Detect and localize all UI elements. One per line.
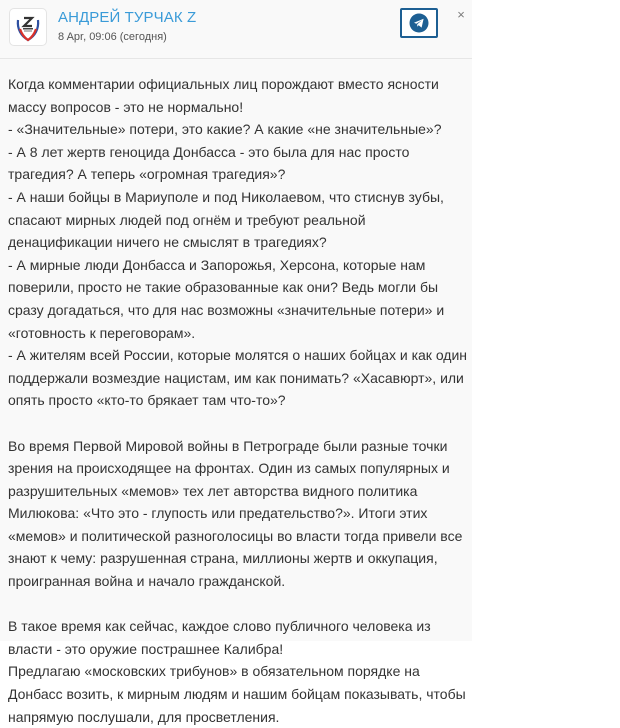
- z-shield-logo-icon: [10, 9, 46, 45]
- post-line: - А мирные люди Донбасса и Запорожья, Херсона, которые нам поверили, просто не такие образованные как они? Ведь могли бы сразу догадаться, что для нас возможны «значительные потери» и «готовность к переговорам».: [8, 256, 445, 341]
- post-line: Во время Первой Мировой войны в Петрограде были разные точки зрения на происходящее на фронтах. Один из самых популярных и разрушительных «мемов» тех лет авторства видного политика Милюкова: «Что это - глупость или предательство?». Итоги этих «мемов» и политической разноголосицы во власти тогда привели все знают к чему: разрушенная страна, миллионы жертв и оккупация, проигранная война и начало гражданской.: [8, 437, 463, 590]
- post-line: В такое время как сейчас, каждое слово публичного человека из власти - это оружие пострашнее Калибра!: [8, 618, 431, 657]
- post-body: [8, 73, 468, 728]
- post-header: [0, 0, 472, 59]
- post-paragraph: [8, 73, 468, 412]
- post-line: Предлагаю «московских трибунов» в обязательном порядке на Донбасс возить, к мирным людям и нашим бойцам показывать, чтобы напрямую послушали, для просветления.: [8, 663, 466, 725]
- post-paragraph: [8, 435, 468, 593]
- post-line: - А наши бойцы в Мариуполе и под Николаевом, что стиснув зубы, спасают мирных людей под огнём и требуют реальной денацификации ничего не смыслят в трагедиях?: [8, 188, 444, 251]
- telegram-share-button[interactable]: [400, 8, 438, 38]
- close-icon: ×: [457, 7, 465, 22]
- post-paragraph: [8, 615, 468, 728]
- telegram-icon: [409, 13, 429, 33]
- post-line: Когда комментарии официальных лиц порождают вместо ясности массу вопросов - это не нормально!: [8, 76, 439, 115]
- close-button[interactable]: [455, 8, 467, 22]
- post-line: - А 8 лет жертв геноцида Донбасса - это была для нас просто трагедия? А теперь «огромная трагедия»?: [8, 143, 410, 183]
- channel-name-link[interactable]: АНДРЕЙ ТУРЧАК Z: [58, 9, 197, 26]
- post-date: 8 Apr, 09:06 (сегодня): [58, 31, 167, 43]
- channel-avatar[interactable]: [9, 8, 47, 46]
- post-line: - «Значительные» потери, это какие? А какие «не значительные»?: [8, 121, 442, 138]
- post-line: - А жителям всей России, которые молятся о наших бойцах и как один поддержали возмездие нацистам, им как понимать? «Хасавюрт», или опять просто «кто-то брякает там что-то»?: [8, 347, 468, 409]
